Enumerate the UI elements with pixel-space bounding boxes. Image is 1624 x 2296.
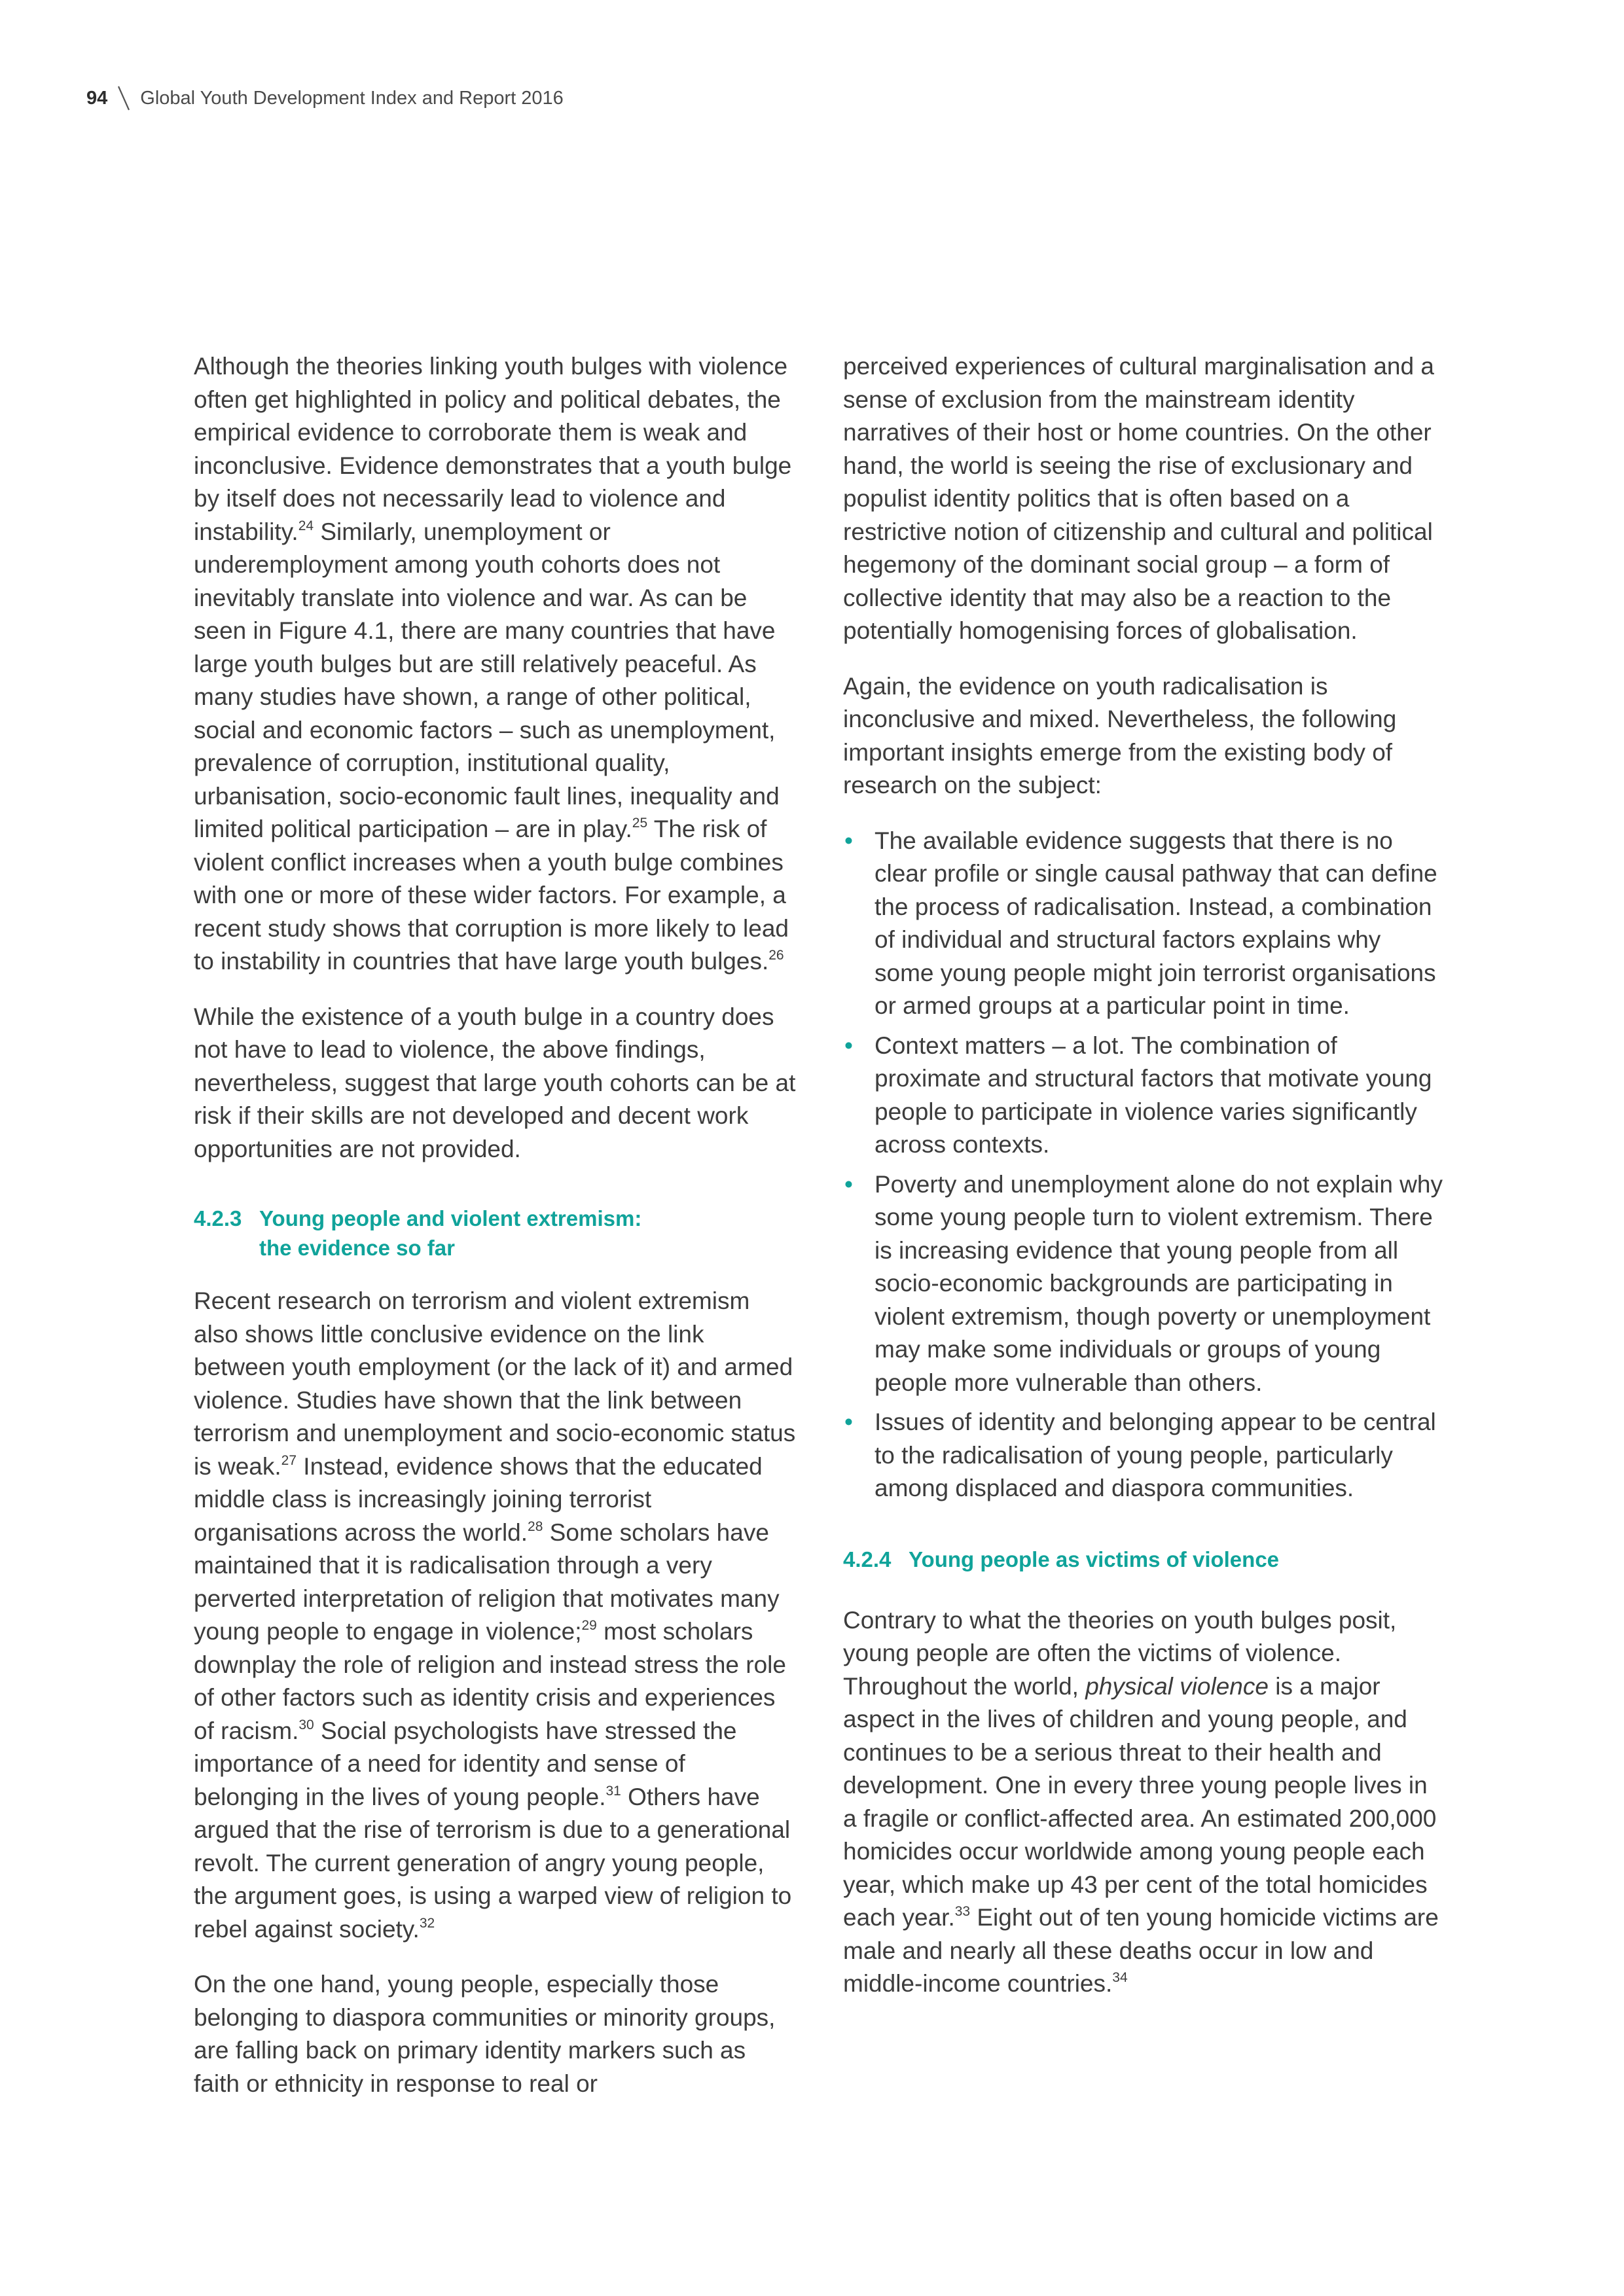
bullet-icon: • <box>844 827 853 854</box>
footnote-ref: 27 <box>281 1452 297 1468</box>
section-number: 4.2.3 <box>194 1206 242 1230</box>
footnote-ref: 29 <box>581 1618 597 1633</box>
footnote-ref: 28 <box>528 1518 543 1534</box>
paragraph-marginalisation: perceived experiences of cultural marginalisation and a sense of exclusion from the mainstream identity narratives of their host or home countries. On the other hand, the world is seeing the rise of exclusionary and populist identity politics that is often based on a restrictive notion of citizenship and cultural and political hegemony of the dominant social group – a form of collective identity that may also be a reaction to the potentially homogenising forces of globalisation. <box>843 353 1434 644</box>
footnote-ref: 31 <box>605 1783 621 1799</box>
footnote-ref: 32 <box>419 1915 435 1931</box>
right-column <box>843 350 1445 2001</box>
section-title-line1: Young people and violent extremism: <box>259 1206 642 1230</box>
bullet-icon: • <box>844 1408 853 1435</box>
paragraph-youth-bulge-risk: While the existence of a youth bulge in a country does not have to lead to violence, the above findings, nevertheless, suggest that large youth cohorts can be at risk if their skills are not developed and decent work opportunities are not provided. <box>194 1003 796 1162</box>
bullet-icon: • <box>844 1031 853 1059</box>
list-item: • The available evidence suggests that there is no clear profile or single causal pathway that can define the process of radicalisation. Instead, a combination of individual and structural factors explains why some young people might join terrorist organisations or armed groups at a particular point in time. <box>843 825 1445 1023</box>
paragraph-identity-markers: On the one hand, young people, especially those belonging to diaspora communities or minority groups, are falling back on primary identity markers such as faith or ethnicity in response to real or <box>194 1971 776 2097</box>
emphasis-physical-violence: physical violence <box>1085 1672 1269 1700</box>
footnote-ref: 24 <box>298 518 314 533</box>
footnote-ref: 34 <box>1112 1970 1128 1985</box>
section-heading-4-2-3 <box>194 1204 796 1263</box>
footnote-ref: 25 <box>632 816 648 831</box>
section-number: 4.2.4 <box>843 1547 892 1571</box>
section-title: Young people as victims of violence <box>909 1547 1280 1571</box>
footnote-ref: 30 <box>298 1717 314 1732</box>
paragraph-youth-bulges: Although the theories linking youth bulges with violence often get highlighted in policy and political debates, the empirical evidence to corroborate them is weak and inconclusive. Evidence demonstrates that a youth bulge by itself does not necessarily lead to violence and instability.$^{24}$ Similarly, unemployment or underemployment among youth cohorts does not inevitably translate into violence and war. As can be seen in Figure 4.1, there are many countries that have large youth bulges but are still relatively peaceful. As many studies have shown, a range of other political, social and economic factors – such as unemployment, prevalence of corruption, institutional quality, urbanisation, socio-economic fault lines, inequality and limited political participation – are in play.$^{25}$ The risk of violent conflict increases when a youth bulge combines with one or more of these wider factors. For example, a recent study shows that corruption is more likely to lead to instability in countries that have large youth bulges.$^{26}$ <box>194 353 792 975</box>
insights-bullet-list <box>843 825 1445 1505</box>
report-title: Global Youth Development Index and Report 2016 <box>140 87 564 109</box>
bullet-icon: • <box>844 1170 853 1198</box>
list-item: • Poverty and unemployment alone do not explain why some young people turn to violent extremism. There is increasing evidence that young people from all socio-economic backgrounds are participating in violent extremism, though poverty or unemployment may make some individuals or groups of young people more vulnerable than others. <box>843 1168 1445 1400</box>
header-divider-slash <box>117 84 131 113</box>
paragraph-terrorism-research: Recent research on terrorism and violent extremism also shows little conclusive evidence on the link between youth employment (or the lack of it) and armed violence. Studies have shown that the link between terrorism and unemployment and socio-economic status is weak.$^{27}$ Instead, evidence shows that the educated middle class is increasingly joining terrorist organisations across the world.$^{28}$ Some scholars have maintained that it is radicalisation through a very perverted interpretation of religion that motivates many young people to engage in violence;$^{29}$ most scholars downplay the role of religion and instead stress the role of other factors such as identity crisis and experiences of racism.$^{30}$ Social psychologists have stressed the importance of a need for identity and sense of belonging in the lives of young people.$^{31}$ Others have argued that the rise of terrorism is due to a generational revolt. The current generation of angry young people, the argument goes, is using a warped view of religion to rebel against society.$^{32}$ <box>194 1287 796 1943</box>
section-heading-4-2-4 <box>843 1545 1445 1574</box>
section-title-line2: the evidence so far <box>259 1236 455 1260</box>
paragraph-victims-of-violence: Contrary to what the theories on youth bulges posit, young people are often the victims of violence. Throughout the world, physical violence is a major aspect in the lives of children and young people, and continues to be a serious threat to their health and development. One in every three young people lives in a fragile or conflict-affected area. An estimated 200,000 homicides occur worldwide among young people each year, which make up 43 per cent of the total homicides each year.$^{33}$ Eight out of ten young homicide victims are male and nearly all these deaths occur in low and middle-income countries.$^{34}$ <box>843 1606 1439 1997</box>
paragraph-radicalisation-evidence: Again, the evidence on youth radicalisation is inconclusive and mixed. Nevertheless, the following important insights emerge from the existing body of research on the subject: <box>843 672 1397 798</box>
page-number: 94 <box>86 87 108 109</box>
running-header <box>86 84 564 113</box>
footnote-ref: 33 <box>954 1904 971 1919</box>
left-column <box>194 350 796 2100</box>
footnote-ref: 26 <box>768 948 784 963</box>
list-item: • Context matters – a lot. The combination of proximate and structural factors that motivate young people to participate in violence varies significantly across contexts. <box>843 1030 1445 1162</box>
list-item: • Issues of identity and belonging appear to be central to the radicalisation of young people, particularly among displaced and diaspora communities. <box>843 1406 1445 1505</box>
